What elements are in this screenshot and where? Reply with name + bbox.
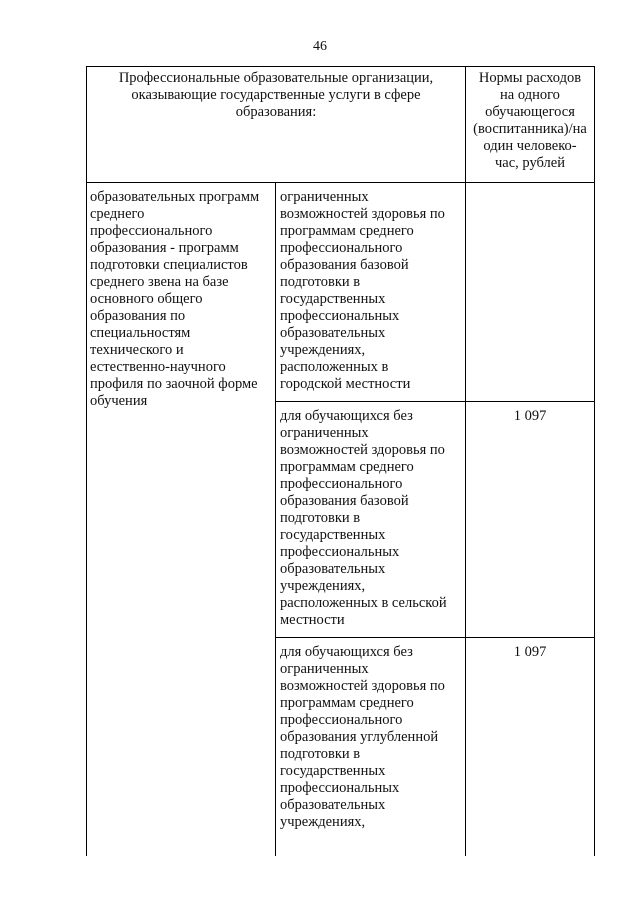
header-expense-norms: Нормы расходов на одного обучающегося (воспитанника)/на один человеко- час, рублей	[473, 70, 587, 171]
row3-category: для обучающихся без ограниченных возможностей здоровья по программам среднего профессионального образования углубленной подготовки в государственных профессиональных образовательных учреждениях,	[280, 644, 445, 830]
table-left-border	[86, 66, 87, 856]
expense-norms-table	[86, 66, 595, 856]
header-organizations: Профессиональные образовательные организации, оказывающие государственные услуги в сфере образования:	[118, 70, 434, 120]
header-bottom-border	[86, 182, 595, 183]
row1-category: ограниченных возможностей здоровья по программам среднего профессионального образования базовой подготовки в государственных профессиональных образовательных учреждениях, расположенных в городской местности	[280, 189, 445, 392]
row1-bottom-border	[275, 401, 595, 402]
program-description: образовательных программ среднего профессионального образования - программ подготовки специалистов среднего звена на базе основного общего образования по специальностям технического и естественно-научного профиля по заочной форме обучения	[90, 189, 260, 409]
table-right-border	[594, 66, 595, 856]
row2-norm: 1 097	[513, 408, 547, 424]
table-top-border	[86, 66, 595, 67]
row3-norm: 1 097	[513, 644, 547, 660]
norm-column-divider	[465, 182, 466, 856]
row2-category: для обучающихся без ограниченных возможностей здоровья по программам среднего профессионального образования базовой подготовки в государственных профессиональных образовательных учреждениях, расположенных в сельской местности	[280, 408, 447, 628]
page-number: 46	[313, 39, 327, 54]
row2-bottom-border	[275, 637, 595, 638]
program-column-divider	[275, 182, 276, 856]
header-column-divider	[465, 66, 466, 183]
